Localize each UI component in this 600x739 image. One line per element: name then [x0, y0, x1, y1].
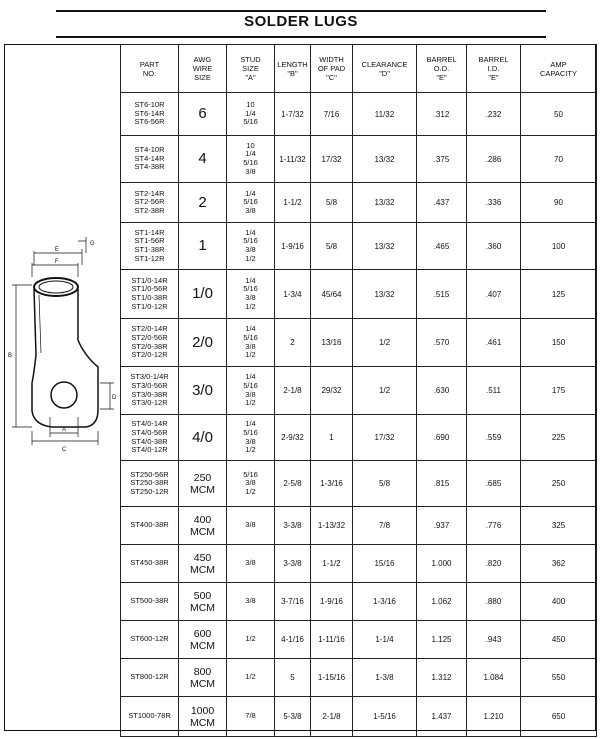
cell-amp: 175	[521, 367, 597, 415]
cell-amp: 90	[521, 183, 597, 223]
diagram-label-f: F	[55, 259, 59, 265]
cell-clearance: 1/2	[353, 319, 417, 367]
cell-width: 5/8	[311, 223, 353, 270]
cell-barrel-od: .937	[417, 507, 467, 545]
cell-stud: 1/4 5/16 3/8 1/2	[227, 270, 275, 319]
cell-part-no: ST4-10R ST4-14R ST4-38R	[121, 136, 179, 183]
table-header-row	[121, 45, 597, 93]
cell-stud: 3/8	[227, 545, 275, 583]
cell-barrel-id: .286	[467, 136, 521, 183]
header-clearance: CLEARANCE "D"	[353, 45, 417, 93]
cell-width: 1	[311, 415, 353, 461]
cell-part-no: ST1000-78R	[121, 697, 179, 737]
cell-barrel-id: .880	[467, 583, 521, 621]
cell-amp: 125	[521, 270, 597, 319]
cell-barrel-id: .559	[467, 415, 521, 461]
cell-length: 3-7/16	[275, 583, 311, 621]
cell-amp: 450	[521, 621, 597, 659]
cell-stud: 1/4 5/16 3/8 1/2	[227, 367, 275, 415]
cell-part-no: ST2-14R ST2-56R ST2-38R	[121, 183, 179, 223]
cell-stud: 1/4 5/16 3/8 1/2	[227, 415, 275, 461]
cell-length: 2-1/8	[275, 367, 311, 415]
cell-stud: 3/8	[227, 507, 275, 545]
cell-length: 1-9/16	[275, 223, 311, 270]
cell-amp: 150	[521, 319, 597, 367]
cell-awg: 2/0	[179, 319, 227, 367]
cell-clearance: 13/32	[353, 223, 417, 270]
cell-stud: 7/8	[227, 697, 275, 737]
lug-body	[32, 289, 98, 427]
cell-stud: 1/4 5/16 3/8 1/2	[227, 319, 275, 367]
cell-barrel-id: .685	[467, 461, 521, 507]
cell-clearance: 13/32	[353, 136, 417, 183]
diagram-label-g: G	[90, 241, 95, 247]
cell-width: 1-13/32	[311, 507, 353, 545]
cell-width: 17/32	[311, 136, 353, 183]
cell-clearance: 13/32	[353, 183, 417, 223]
cell-barrel-id: .461	[467, 319, 521, 367]
cell-awg: 1/0	[179, 270, 227, 319]
cell-width: 2-1/8	[311, 697, 353, 737]
cell-barrel-id: .943	[467, 621, 521, 659]
cell-clearance: 1-3/8	[353, 659, 417, 697]
title-rule-bottom	[56, 36, 546, 38]
cell-length: 1-3/4	[275, 270, 311, 319]
cell-stud: 1/2	[227, 659, 275, 697]
header-barrel-od: BARREL O.D. "E"	[417, 45, 467, 93]
cell-barrel-od: 1.125	[417, 621, 467, 659]
lug-diagram	[6, 205, 118, 475]
cell-awg: 1	[179, 223, 227, 270]
cell-awg: 3/0	[179, 367, 227, 415]
cell-barrel-id: .511	[467, 367, 521, 415]
table-row	[121, 319, 597, 367]
cell-part-no: ST4/0-14R ST4/0-56R ST4/0-38R ST4/0-12R	[121, 415, 179, 461]
table-row	[121, 223, 597, 270]
header-part-no: PART NO.	[121, 45, 179, 93]
cell-clearance: 11/32	[353, 93, 417, 136]
cell-stud: 3/8	[227, 583, 275, 621]
cell-amp: 225	[521, 415, 597, 461]
table-row	[121, 270, 597, 319]
cell-length: 5	[275, 659, 311, 697]
cell-part-no: ST500-38R	[121, 583, 179, 621]
solder-lugs-table	[120, 44, 597, 737]
header-amp-capacity: AMP CAPACITY	[521, 45, 597, 93]
cell-awg: 250 MCM	[179, 461, 227, 507]
header-stud-size: STUD SIZE "A"	[227, 45, 275, 93]
cell-barrel-od: .815	[417, 461, 467, 507]
cell-barrel-od: .437	[417, 183, 467, 223]
cell-length: 2	[275, 319, 311, 367]
table-row	[121, 697, 597, 737]
cell-part-no: ST250-56R ST250-38R ST250-12R	[121, 461, 179, 507]
header-barrel-id: BARREL I.D. "E"	[467, 45, 521, 93]
cell-stud: 5/16 3/8 1/2	[227, 461, 275, 507]
cell-clearance: 15/16	[353, 545, 417, 583]
cell-width: 1-11/16	[311, 621, 353, 659]
cell-length: 3-3/8	[275, 507, 311, 545]
cell-awg: 1000 MCM	[179, 697, 227, 737]
barrel-bore	[39, 281, 73, 293]
table-row	[121, 183, 597, 223]
cell-stud: 1/2	[227, 621, 275, 659]
table-row	[121, 93, 597, 136]
diagram-label-a: A	[62, 427, 67, 433]
cell-awg: 4/0	[179, 415, 227, 461]
table-row	[121, 136, 597, 183]
cell-width: 5/8	[311, 183, 353, 223]
cell-awg: 6	[179, 93, 227, 136]
cell-amp: 362	[521, 545, 597, 583]
cell-clearance: 17/32	[353, 415, 417, 461]
cell-part-no: ST400-38R	[121, 507, 179, 545]
cell-amp: 550	[521, 659, 597, 697]
cell-amp: 250	[521, 461, 597, 507]
cell-amp: 50	[521, 93, 597, 136]
cell-barrel-od: .312	[417, 93, 467, 136]
table-row	[121, 659, 597, 697]
diagram-label-e: E	[55, 247, 60, 253]
cell-awg: 600 MCM	[179, 621, 227, 659]
cell-barrel-id: 1.210	[467, 697, 521, 737]
cell-clearance: 1/2	[353, 367, 417, 415]
cell-barrel-od: 1.437	[417, 697, 467, 737]
cell-awg: 4	[179, 136, 227, 183]
cell-clearance: 5/8	[353, 461, 417, 507]
cell-clearance: 1-3/16	[353, 583, 417, 621]
header-length: LENGTH "B"	[275, 45, 311, 93]
cell-clearance: 1-1/4	[353, 621, 417, 659]
cell-barrel-od: 1.000	[417, 545, 467, 583]
cell-clearance: 1-5/16	[353, 697, 417, 737]
cell-length: 1-1/2	[275, 183, 311, 223]
cell-part-no: ST3/0-1/4R ST3/0-56R ST3/0-38R ST3/0-12R	[121, 367, 179, 415]
cell-width: 1-15/16	[311, 659, 353, 697]
cell-barrel-od: .515	[417, 270, 467, 319]
cell-amp: 100	[521, 223, 597, 270]
cell-barrel-id: .360	[467, 223, 521, 270]
cell-width: 13/16	[311, 319, 353, 367]
cell-length: 5-3/8	[275, 697, 311, 737]
cell-awg: 500 MCM	[179, 583, 227, 621]
cell-stud: 10 1/4 5/16 3/8	[227, 136, 275, 183]
cell-part-no: ST1/0-14R ST1/0-56R ST1/0-38R ST1/0-12R	[121, 270, 179, 319]
cell-width: 1-1/2	[311, 545, 353, 583]
cell-awg: 800 MCM	[179, 659, 227, 697]
cell-length: 1-7/32	[275, 93, 311, 136]
cell-barrel-id: .776	[467, 507, 521, 545]
cell-barrel-od: .375	[417, 136, 467, 183]
cell-amp: 325	[521, 507, 597, 545]
cell-width: 29/32	[311, 367, 353, 415]
cell-barrel-od: .570	[417, 319, 467, 367]
table-row	[121, 461, 597, 507]
cell-amp: 650	[521, 697, 597, 737]
cell-length: 2-9/32	[275, 415, 311, 461]
diagram-label-d: D	[112, 395, 117, 401]
cell-clearance: 13/32	[353, 270, 417, 319]
cell-barrel-id: .336	[467, 183, 521, 223]
table-row	[121, 415, 597, 461]
cell-width: 1-3/16	[311, 461, 353, 507]
table-row	[121, 583, 597, 621]
cell-part-no: ST600-12R	[121, 621, 179, 659]
table-row	[121, 367, 597, 415]
cell-barrel-id: .820	[467, 545, 521, 583]
cell-part-no: ST1-14R ST1-56R ST1-38R ST1-12R	[121, 223, 179, 270]
cell-barrel-od: .690	[417, 415, 467, 461]
cell-amp: 70	[521, 136, 597, 183]
cell-part-no: ST2/0-14R ST2/0-56R ST2/0-38R ST2/0-12R	[121, 319, 179, 367]
cell-barrel-od: .630	[417, 367, 467, 415]
title-rule-top	[56, 10, 546, 12]
cell-stud: 1/4 5/16 3/8 1/2	[227, 223, 275, 270]
cell-awg: 2	[179, 183, 227, 223]
diagram-label-b: B	[8, 353, 13, 359]
cell-barrel-od: 1.062	[417, 583, 467, 621]
cell-barrel-id: 1.084	[467, 659, 521, 697]
cell-barrel-od: 1.312	[417, 659, 467, 697]
stud-hole	[51, 382, 77, 408]
table-row	[121, 545, 597, 583]
cell-length: 1-11/32	[275, 136, 311, 183]
table-row	[121, 507, 597, 545]
cell-barrel-od: .465	[417, 223, 467, 270]
cell-barrel-id: .407	[467, 270, 521, 319]
cell-barrel-id: .232	[467, 93, 521, 136]
cell-width: 45/64	[311, 270, 353, 319]
cell-part-no: ST6-10R ST6-14R ST6-56R	[121, 93, 179, 136]
page-title: SOLDER LUGS	[244, 13, 358, 30]
cell-stud: 1/4 5/16 3/8	[227, 183, 275, 223]
cell-awg: 400 MCM	[179, 507, 227, 545]
header-width-of-pad: WIDTH OF PAD "C"	[311, 45, 353, 93]
cell-clearance: 7/8	[353, 507, 417, 545]
cell-length: 3-3/8	[275, 545, 311, 583]
cell-part-no: ST800-12R	[121, 659, 179, 697]
cell-stud: 10 1/4 5/16	[227, 93, 275, 136]
cell-awg: 450 MCM	[179, 545, 227, 583]
table-row	[121, 621, 597, 659]
cell-width: 1-9/16	[311, 583, 353, 621]
cell-length: 4-1/16	[275, 621, 311, 659]
diagram-label-c: C	[62, 447, 67, 453]
cell-part-no: ST450-38R	[121, 545, 179, 583]
cell-amp: 400	[521, 583, 597, 621]
cell-length: 2-5/8	[275, 461, 311, 507]
header-awg-wire-size: AWG WIRE SIZE	[179, 45, 227, 93]
cell-width: 7/16	[311, 93, 353, 136]
